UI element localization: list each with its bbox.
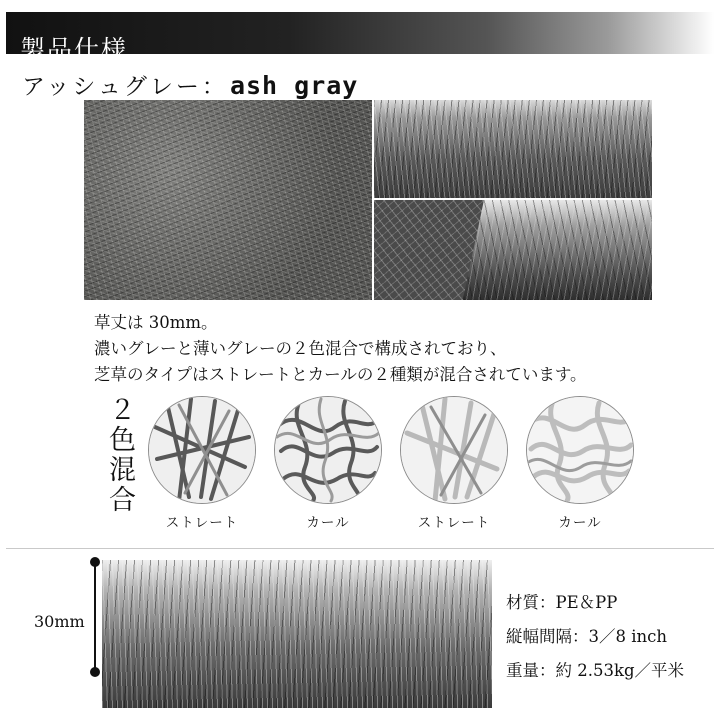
description-line-2: 濃いグレーと薄いグレーの２色混合で構成されており、 — [94, 339, 507, 358]
spec-material: 材質：PE＆PP — [506, 593, 618, 612]
color-name-en: ash gray — [229, 71, 359, 100]
fiber-caption-2: ストレート — [417, 515, 491, 531]
fiber-circle-straight-dark — [148, 396, 256, 504]
spec-weight: 重量：約 2.53kg／平米 — [506, 661, 685, 680]
height-label: 30mm — [34, 612, 85, 631]
fiber-circle-curl-dark — [274, 396, 382, 504]
fiber-detail-2 — [398, 396, 510, 531]
description-line-1: 草丈は 30mm。 — [94, 313, 218, 332]
fiber-circle-curl-light — [526, 396, 634, 504]
section-divider — [6, 548, 714, 549]
mix-label-char-2: 混 — [109, 455, 137, 486]
mix-label-char-1: 色 — [109, 425, 137, 456]
spec-gauge: 縦幅間隔：3／8 inch — [506, 627, 668, 646]
fiber-caption-1: カール — [306, 515, 350, 531]
photo-collage — [84, 100, 652, 300]
description-line-3: 芝草のタイプはストレートとカールの２種類が混合されています。 — [94, 365, 587, 384]
fiber-detail-3 — [524, 396, 636, 531]
fiber-caption-3: カール — [558, 515, 602, 531]
turf-top-view-photo — [84, 100, 372, 300]
fiber-detail-0 — [146, 396, 258, 531]
fiber-caption-0: ストレート — [165, 515, 239, 531]
header-bar — [6, 12, 714, 64]
turf-height-photo — [102, 560, 492, 708]
turf-side-texture — [374, 100, 652, 198]
description-block — [94, 310, 654, 388]
color-name-row — [22, 68, 358, 101]
turf-height-texture — [102, 560, 492, 708]
two-color-mix-label — [102, 396, 144, 516]
page-title: 製品仕様 — [20, 35, 129, 64]
turf-texture — [84, 100, 372, 300]
mix-label-char-3: 合 — [109, 485, 137, 516]
fiber-detail-1 — [272, 396, 384, 531]
mix-label-char-0: ２ — [109, 395, 137, 426]
fiber-detail-circles — [146, 396, 646, 536]
fiber-circle-straight-light — [400, 396, 508, 504]
color-name-jp: アッシュグレー： — [22, 74, 228, 100]
turf-backing-photo — [374, 200, 652, 300]
spec-list — [506, 586, 684, 688]
height-measure-line — [94, 562, 96, 672]
turf-side-view-photo — [374, 100, 652, 198]
